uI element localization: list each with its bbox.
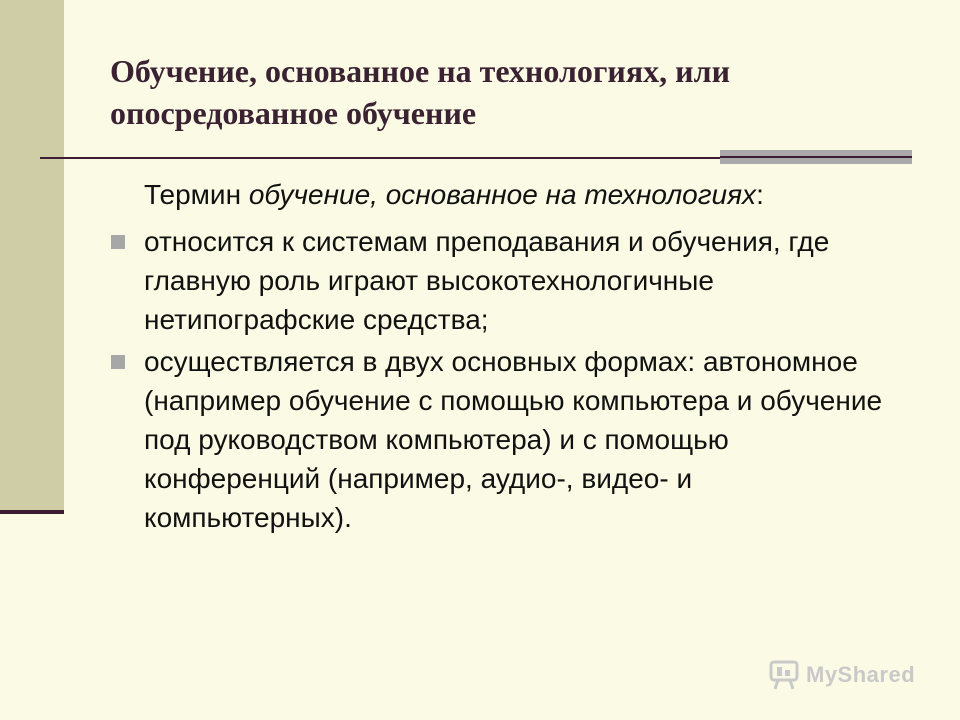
- side-accent-underline: [0, 510, 64, 514]
- intro-suffix: :: [756, 179, 764, 210]
- watermark-text: MyShared: [806, 662, 916, 687]
- bullet-text: относится к системам преподавания и обучения, где главную роль играют высокотехнологичные нетипографские средства;: [144, 226, 830, 335]
- presentation-board-icon: [768, 658, 802, 692]
- slide-title: Обучение, основанное на технологиях, или опосредованное обучение: [110, 53, 730, 131]
- intro-term: обучение, основанное на технологиях: [248, 179, 757, 210]
- bullet-list: [108, 222, 888, 540]
- intro-line: [144, 177, 764, 213]
- intro-prefix: Термин: [144, 179, 249, 210]
- square-bullet-icon: [111, 355, 125, 369]
- square-bullet-icon: [111, 235, 125, 249]
- bullet-text: осуществляется в двух основных формах: автономное (например обучение с помощью компьютера и обучение под руководством компьютера) и с помощью конференций (например, аудио-, видео- и компьютерных).: [144, 346, 883, 533]
- side-accent-bar: [0, 0, 64, 512]
- title-divider-accent: [720, 150, 912, 164]
- bullet-item: [108, 222, 888, 339]
- bullet-item: [108, 342, 888, 537]
- watermark: [768, 658, 928, 694]
